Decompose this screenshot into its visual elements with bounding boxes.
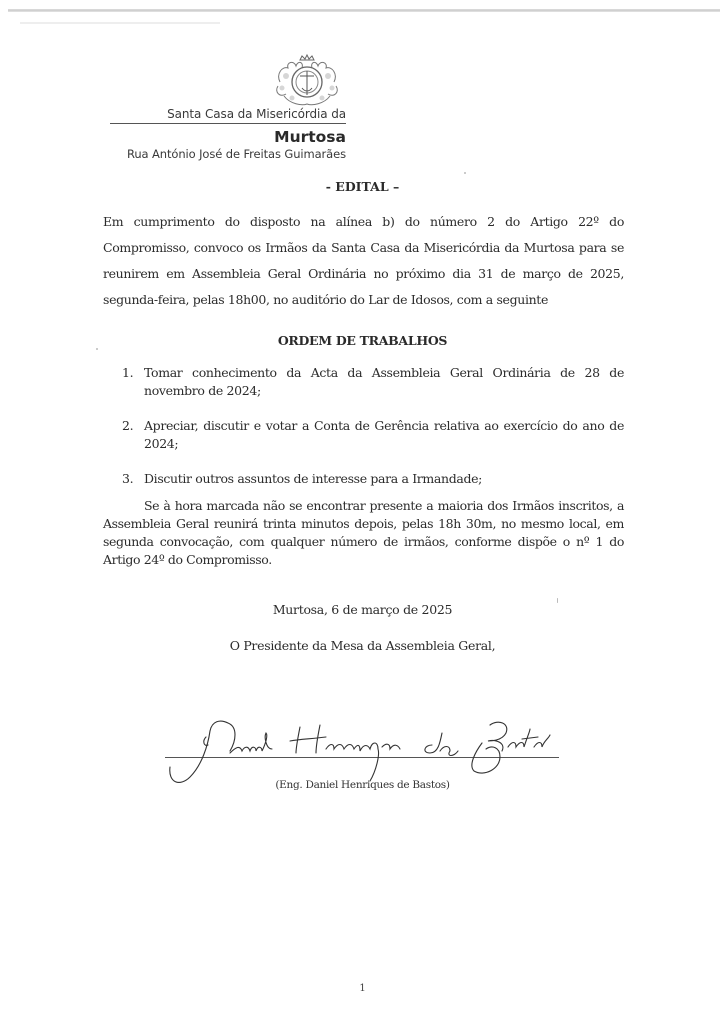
scan-speck <box>96 348 98 350</box>
coat-of-arms-icon <box>272 52 342 108</box>
agenda-title: ORDEM DE TRABALHOS <box>277 333 448 348</box>
closing-paragraph: Se à hora marcada não se encontrar presente a maioria dos Irmãos inscritos, a Assembleia Geral reunirá trinta minutos depois, pelas 18h 30m, no mesmo local, em segunda convocação, com qualquer número de irmãos, conforme dispõe o nº 1 do Artigo 24º do Compromisso. <box>103 498 624 567</box>
agenda-item-text: Tomar conhecimento da Acta da Assembleia Geral Ordinária de 28 de novembro de 2024; <box>144 365 624 398</box>
scan-speck <box>557 598 558 603</box>
agenda-item <box>122 470 624 488</box>
signer-name: (Eng. Daniel Henriques de Bastos) <box>275 779 450 791</box>
organization-town: Murtosa <box>274 128 346 146</box>
agenda-item-number: 2. <box>122 418 134 433</box>
organization-address: Rua António José de Freitas Guimarães <box>126 147 346 161</box>
scan-artifact <box>20 22 220 24</box>
letterhead <box>110 107 346 162</box>
place-date: Murtosa, 6 de março de 2025 <box>272 602 453 617</box>
organization-name: Santa Casa da Misericórdia da <box>110 107 346 124</box>
scan-border <box>8 9 720 12</box>
agenda-list <box>122 364 624 505</box>
signer-role: O Presidente da Mesa da Assembleia Geral, <box>229 638 496 653</box>
agenda-item-text: Discutir outros assuntos de interesse para a Irmandade; <box>144 471 483 486</box>
agenda-item <box>122 417 624 453</box>
agenda-item-text: Apreciar, discutir e votar a Conta de Gerência relativa ao exercício do ano de 2024; <box>144 418 624 451</box>
intro-paragraph: Em cumprimento do disposto na alínea b) do número 2 do Artigo 22º do Compromisso, convoco os Irmãos da Santa Casa da Misericórdia da Murtosa para se reunirem em Assembleia Geral Ordinária no próximo dia 31 de março de 2025, segunda-feira, pelas 18h00, no auditório do Lar de Idosos, com a seguinte <box>103 214 624 307</box>
scan-speck <box>464 172 466 174</box>
agenda-item-number: 3. <box>122 471 134 486</box>
document-title: - EDITAL – <box>325 179 400 194</box>
page-number: 1 <box>359 983 366 994</box>
agenda-item <box>122 364 624 400</box>
agenda-item-number: 1. <box>122 365 134 380</box>
